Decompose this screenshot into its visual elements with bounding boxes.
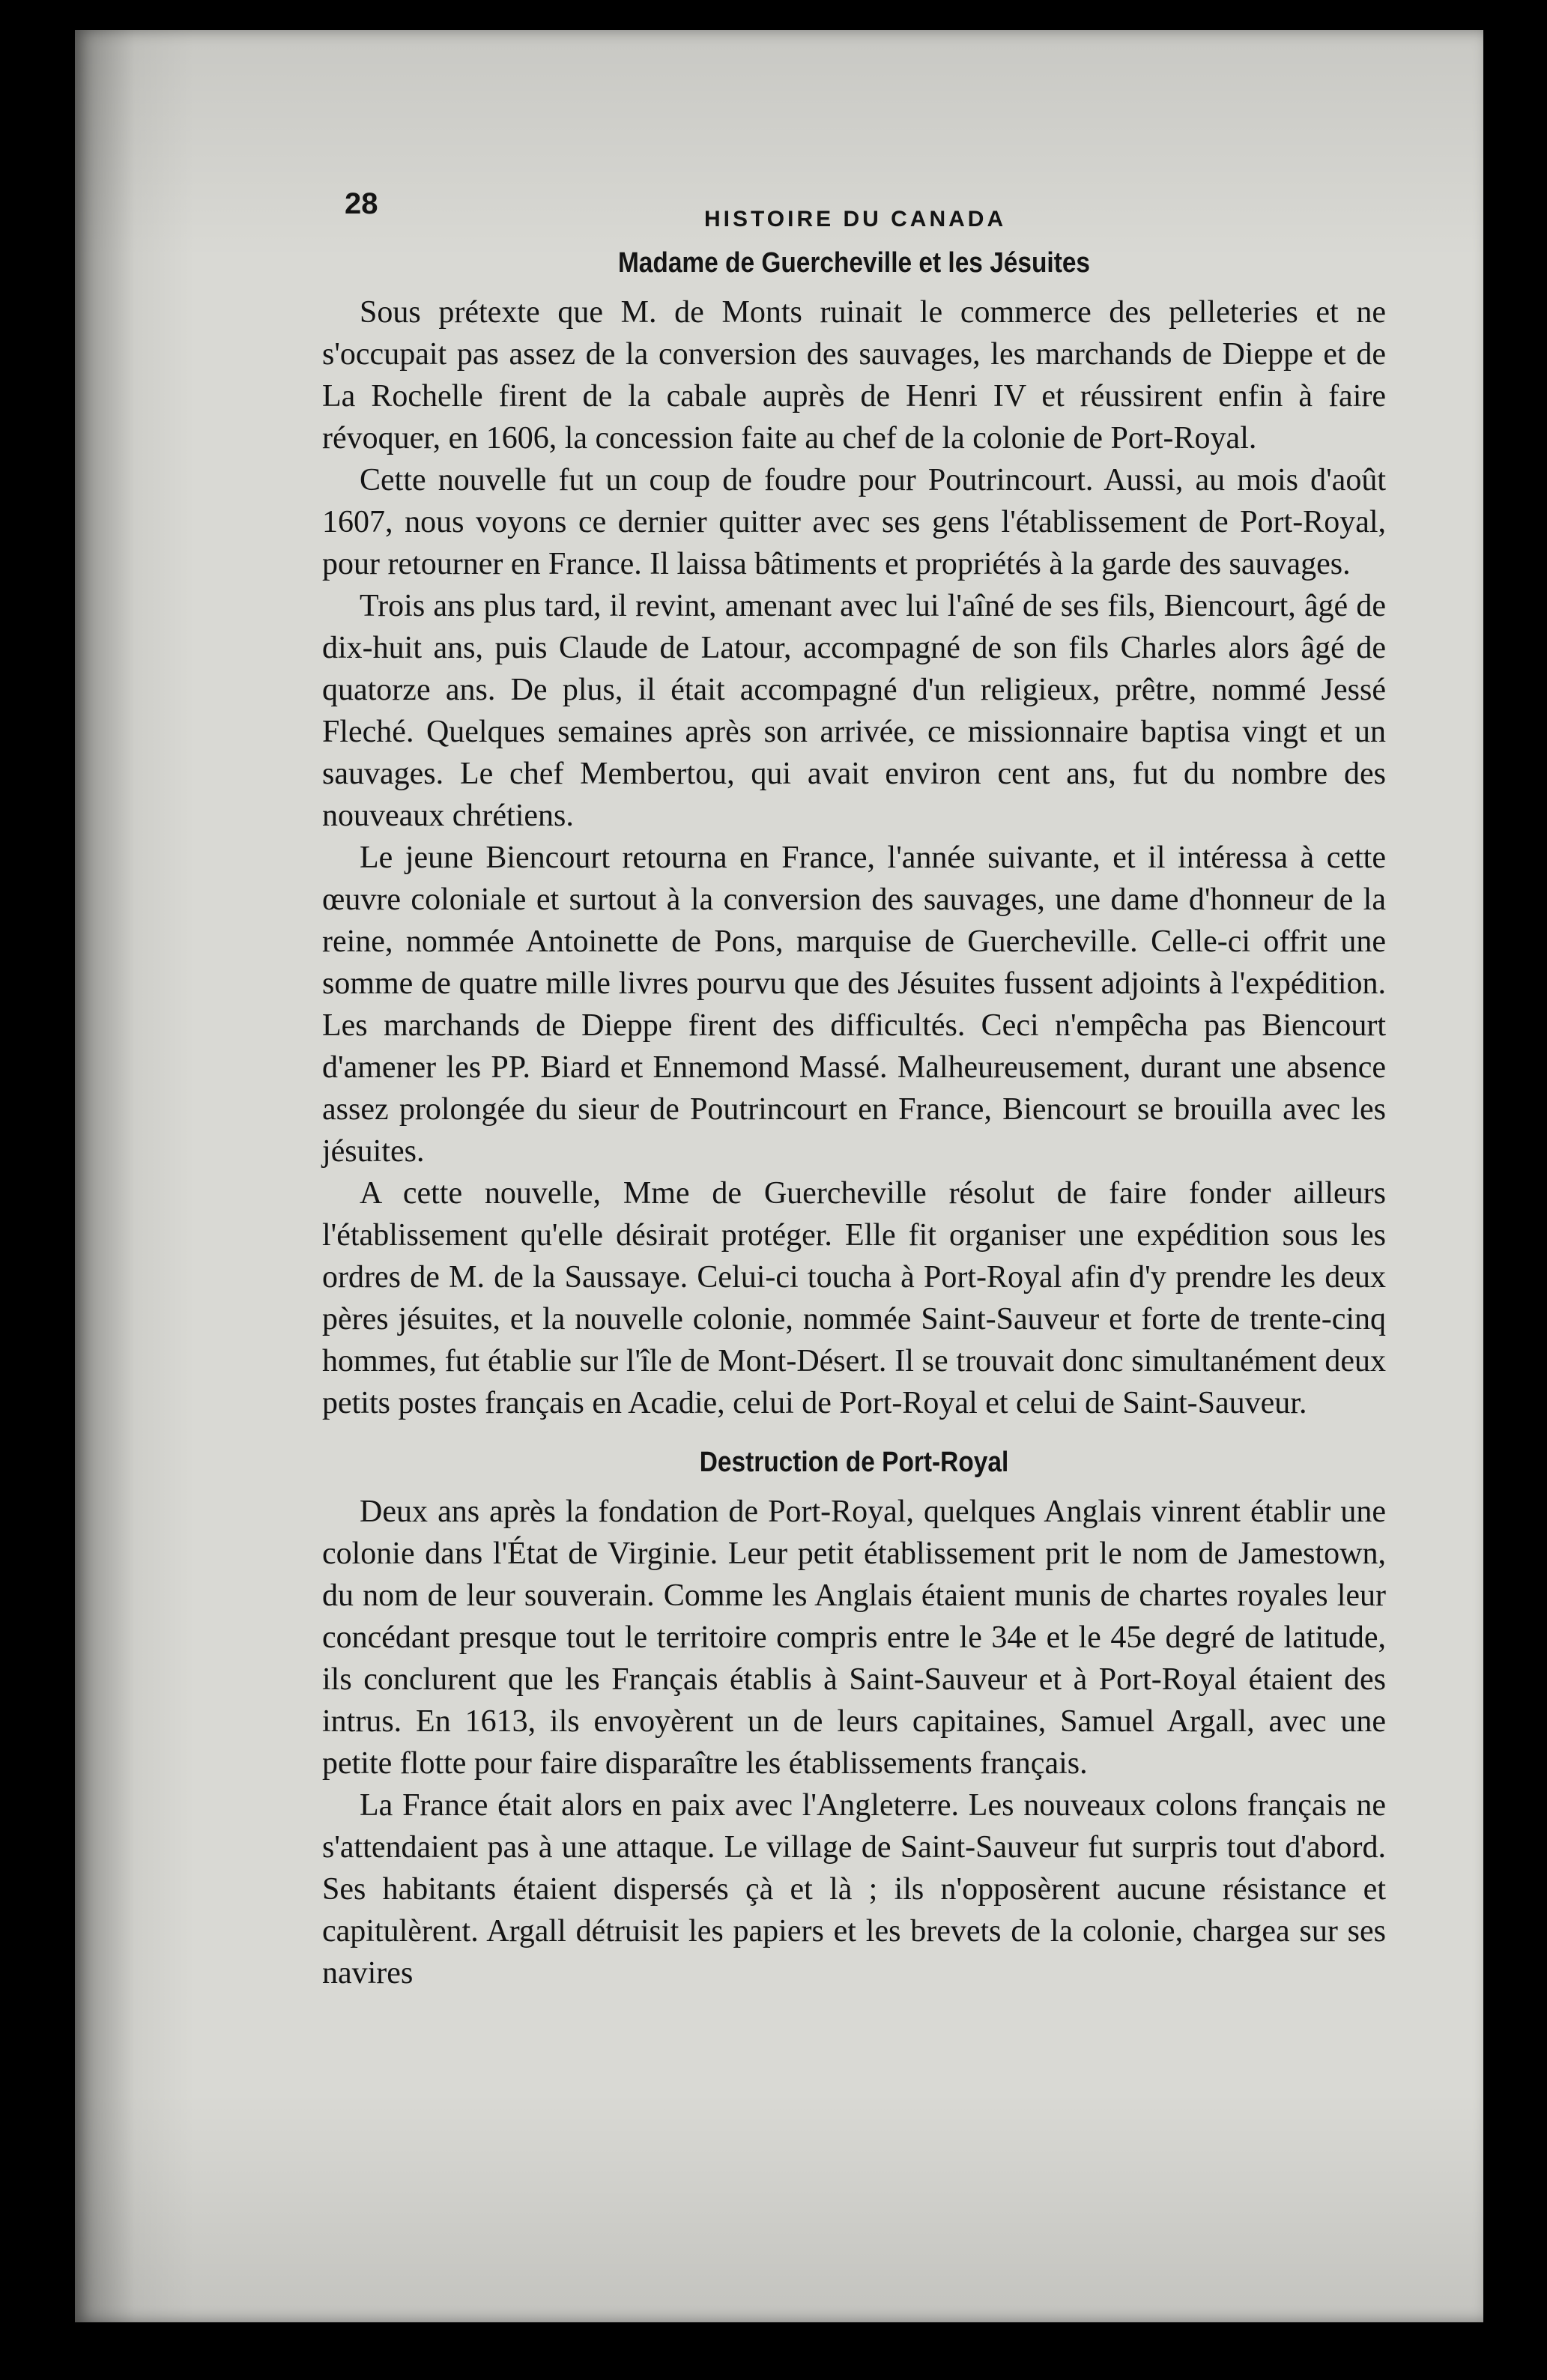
paragraph: Sous prétexte que M. de Monts ruinait le commerce des pelleteries et ne s'occupait pas assez de la conversion des sauvages, les marchands de Dieppe et de La Rochelle firent de la cabale auprès de Henri IV et réussirent enfin à faire révoquer, en 1606, la concession faite au chef de la colonie de Port-Royal. [322,295,1386,455]
section-destruction [322,1447,1386,1994]
paragraph: A cette nouvelle, Mme de Guercheville résolut de faire fonder ailleurs l'établissement qu'elle désirait protéger. Elle fit organiser une expédition sous les ordres de M. de la Saussaye. Celui-ci toucha à Port-Royal afin d'y prendre les deux pères jésuites, et la nouvelle colonie, nommée Saint-Sauveur et forte de trente-cinq hommes, fut établie sur l'île de Mont-Désert. Il se trouvait donc simultanément deux petits postes français en Acadie, celui de Port-Royal et celui de Saint-Sauveur. [322,1176,1386,1420]
paragraph: La France était alors en paix avec l'Angleterre. Les nouveaux colons français ne s'attendaient pas à une attaque. Le village de Saint-Sauveur fut surpris tout d'abord. Ses habitants étaient dispersés çà et là ; ils n'opposèrent aucune résistance et capitulèrent. Argall détruisit les papiers et les brevets de la colonie, chargea sur ses navires [322,1788,1386,1990]
section-title: Destruction de Port-Royal [699,1447,1009,1478]
section-guercheville [322,247,1386,1424]
running-head [322,187,1386,240]
paragraph: Trois ans plus tard, il revint, amenant avec lui l'aîné de ses fils, Biencourt, âgé de dix-huit ans, puis Claude de Latour, accompagné de son fils Charles alors âgé de quatorze ans. De plus, il était accompagné d'un religieux, prêtre, nommé Jessé Fleché. Quelques semaines après son arrivée, ce missionnaire baptisa vingt et un sauvages. Le chef Membertou, qui avait environ cent ans, fut du nombre des nouveaux chrétiens. [322,589,1386,833]
paragraph: Cette nouvelle fut un coup de foudre pour Poutrincourt. Aussi, au mois d'août 1607, nous voyons ce dernier quitter avec ses gens l'établissement de Port-Royal, pour retourner en France. Il laissa bâtiments et propriétés à la garde des sauvages. [322,463,1386,581]
paragraph: Le jeune Biencourt retourna en France, l'année suivante, et il intéressa à cette œuvre coloniale et surtout à la conversion des sauvages, une dame d'honneur de la reine, nommée Antoinette de Pons, marquise de Guercheville. Celle-ci offrit une somme de quatre mille livres pourvu que des Jésuites fussent adjoints à l'expédition. Les marchands de Dieppe firent des difficultés. Ceci n'empêcha pas Biencourt d'amener les PP. Biard et Ennemond Massé. Malheureusement, durant une absence assez prolongée du sieur de Poutrincourt en France, Biencourt se brouilla avec les jésuites. [322,841,1386,1169]
page-number: 28 [345,187,378,220]
paragraph: Deux ans après la fondation de Port-Royal, quelques Anglais vinrent établir une colonie dans l'État de Virginie. Leur petit établissement prit le nom de Jamestown, du nom de leur souverain. Comme les Anglais étaient munis de chartes royales leur concédant presque tout le territoire compris entre le 34e et le 45e degré de latitude, ils conclurent que les Français établis à Saint-Sauveur et à Port-Royal étaient des intrus. En 1613, ils envoyèrent un de leurs capitaines, Samuel Argall, avec une petite flotte pour faire disparaître les établissements français. [322,1495,1386,1781]
section-title: Madame de Guercheville et les Jésuites [617,247,1091,279]
running-title: HISTOIRE DU CANADA [704,207,1007,231]
page-content [322,187,1386,1994]
